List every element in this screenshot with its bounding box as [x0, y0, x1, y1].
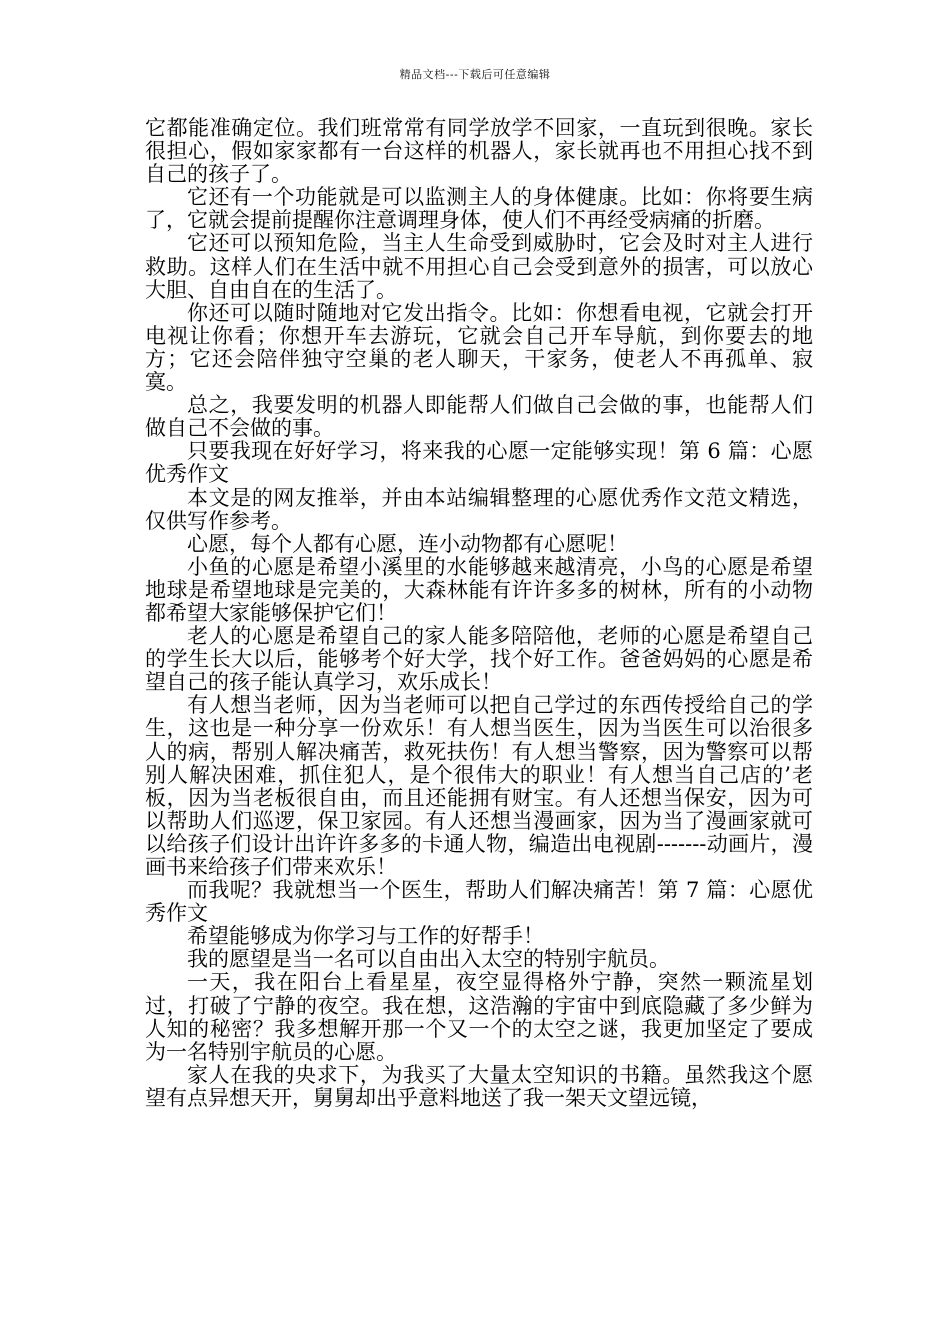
- paragraph: 它还有一个功能就是可以监测主人的身体健康。比如：你将要生病了，它就会提前提醒你注意调理身体，使人们不再经受病痛的折磨。: [145, 185, 813, 233]
- paragraph: 一天，我在阳台上看星星，夜空显得格外宁静，突然一颗流星划过，打破了宁静的夜空。我在想，这浩瀚的宇宙中到底隐藏了多少鲜为人知的秘密？我多想解开那一个又一个的太空之谜，我更加坚定了要成为一名特别宇航员的心愿。: [145, 970, 813, 1064]
- paragraph: 本文是的网友推举，并由本站编辑整理的心愿优秀作文范文精选，仅供写作参考。: [145, 485, 813, 533]
- paragraph: 你还可以随时随地对它发出指令。比如：你想看电视，它就会打开电视让你看；你想开车去游玩，它就会自己开车导航，到你要去的地方；它还会陪伴独守空巢的老人聊天，干家务，使老人不再孤单、寂寞。: [145, 300, 813, 395]
- paragraph: 总之，我要发明的机器人即能帮人们做自己会做的事，也能帮人们做自己不会做的事。: [145, 393, 813, 441]
- paragraph: 老人的心愿是希望自己的家人能多陪陪他，老师的心愿是希望自己的学生长大以后，能够考个好大学，找个好工作。爸爸妈妈的心愿是希望自己的孩子能认真学习，欢乐成长！: [145, 624, 813, 695]
- paragraph: 心愿，每个人都有心愿，连小动物都有心愿呢！: [187, 531, 628, 556]
- paragraph: 我的愿望是当一名可以自由出入太空的特别宇航员。: [187, 947, 670, 972]
- paragraph: 小鱼的心愿是希望小溪里的水能够越来越清亮，小鸟的心愿是希望地球是希望地球是完美的，大森林能有许许多多的树林，所有的小动物都希望大家能够保护它们！: [145, 554, 813, 625]
- header-note: 精品文档---下载后可任意编辑: [399, 68, 551, 81]
- paragraph: 只要我现在好好学习，将来我的心愿一定能够实现！第 6 篇：心愿优秀作文: [145, 439, 813, 487]
- paragraph: 家人在我的央求下，为我买了大量太空知识的书籍。虽然我这个愿望有点异想天开，舅舅却出乎意料地送了我一架天文望远镜，: [145, 1062, 813, 1110]
- paragraph: 希望能够成为你学习与工作的好帮手！: [187, 924, 544, 949]
- paragraph: 它都能准确定位。我们班常常有同学放学不回家，一直玩到很晚。家长很担心，假如家家都有一台这样的机器人，家长就再也不用担心找不到自己的孩子了。: [145, 116, 813, 187]
- paragraph: 而我呢？我就想当一个医生，帮助人们解决痛苦！第 7 篇：心愿优秀作文: [145, 878, 813, 926]
- document-body: [145, 117, 813, 1110]
- paragraph: 有人想当老师，因为当老师可以把自己学过的东西传授给自己的学生，这也是一种分享一份欢乐！有人想当医生，因为当医生可以治很多人的病，帮别人解决痛苦，救死扶伤！有人想当警察，因为警察可以帮别人解决困难，抓住犯人，是个很伟大的职业！有人想当自己店的’老板，因为当老板很自由，而且还能拥有财宝。有人还想当保安，因为可以帮助人们巡逻，保卫家园。有人还想当漫画家，因为当了漫画家就可以给孩子们设计出许许多多的卡通人物，编造出电视剧-------动画片，漫画书来给孩子们带来欢乐！: [145, 693, 813, 879]
- paragraph: 它还可以预知危险，当主人生命受到威胁时，它会及时对主人进行救助。这样人们在生活中就不用担心自己会受到意外的损害，可以放心大胆、自由自在的生活了。: [145, 231, 813, 302]
